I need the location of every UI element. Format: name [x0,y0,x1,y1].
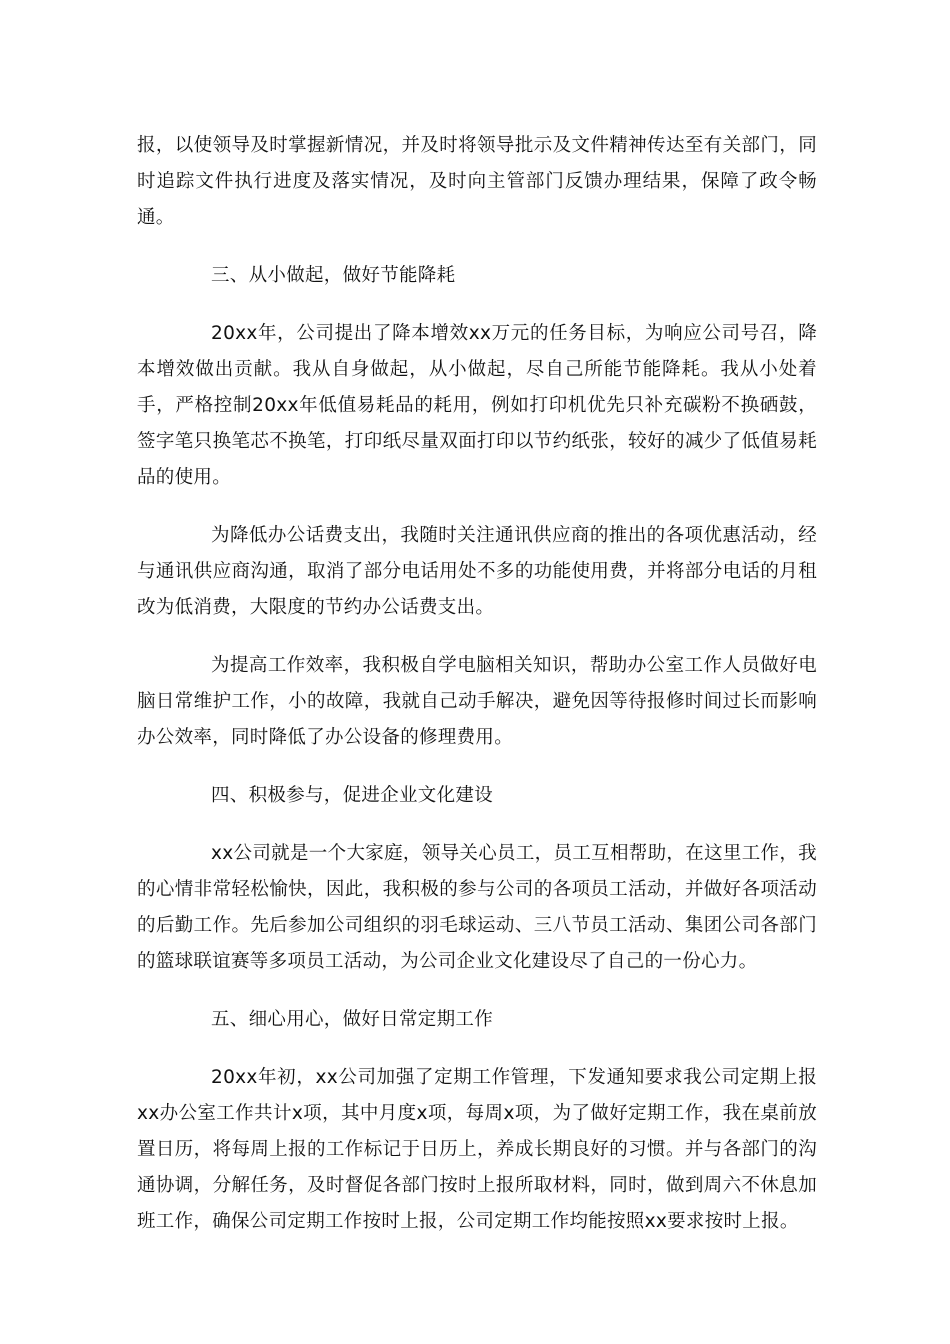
paragraph-cost-reduction: 20xx年，公司提出了降本增效xx万元的任务目标，为响应公司号召，降本增效做出贡献。我从自身做起，从小做起，尽自己所能节能降耗。我从小处着手，严格控制20xx年低值易耗品的耗用，例如打印机优先只补充碳粉不换硒鼓，签字笔只换笔芯不换笔，打印纸尽量双面打印以节约纸张，较好的减少了低值易耗品的使用。 [137,323,817,488]
section-heading-3: 三、从小做起，做好节能降耗 [211,265,456,286]
paragraph-periodic-work: 20xx年初，xx公司加强了定期工作管理，下发通知要求我公司定期上报xx办公室工作共计x项，其中月度x项，每周x项，为了做好定期工作，我在桌前放置日历，将每周上报的工作标记于日历上，养成长期良好的习惯。并与各部门的沟通协调，分解任务，及时督促各部门按时上报所取材料，同时，做到周六不休息加班工作，确保公司定期工作按时上报，公司定期工作均能按照xx要求按时上报。 [137,1067,817,1232]
paragraph-it-maintenance: 为提高工作效率，我积极自学电脑相关知识，帮助办公室工作人员做好电脑日常维护工作，小的故障，我就自己动手解决，避免因等待报修时间过长而影响办公效率，同时降低了办公设备的修理费用。 [137,655,817,748]
paragraph-phone-costs: 为降低办公话费支出，我随时关注通讯供应商的推出的各项优惠活动，经与通讯供应商沟通，取消了部分电话用处不多的功能使用费，并将部分电话的月租改为低消费，大限度的节约办公话费支出。 [137,525,817,618]
paragraph-continuation: 报，以使领导及时掌握新情况，并及时将领导批示及文件精神传达至有关部门，同时追踪文件执行进度及落实情况，及时向主管部门反馈办理结果，保障了政令畅通。 [137,135,817,228]
document-body [137,128,817,1262]
paragraph-corporate-culture: xx公司就是一个大家庭，领导关心员工，员工互相帮助，在这里工作，我的心情非常轻松愉快，因此，我积极的参与公司的各项员工活动，并做好各项活动的后勤工作。先后参加公司组织的羽毛球运动、三八节员工活动、集团公司各部门的篮球联谊赛等多项员工活动，为公司企业文化建设尽了自己的一份心力。 [137,843,817,972]
section-heading-4: 四、积极参与，促进企业文化建设 [211,785,494,806]
section-heading-5: 五、细心用心，做好日常定期工作 [211,1009,494,1030]
